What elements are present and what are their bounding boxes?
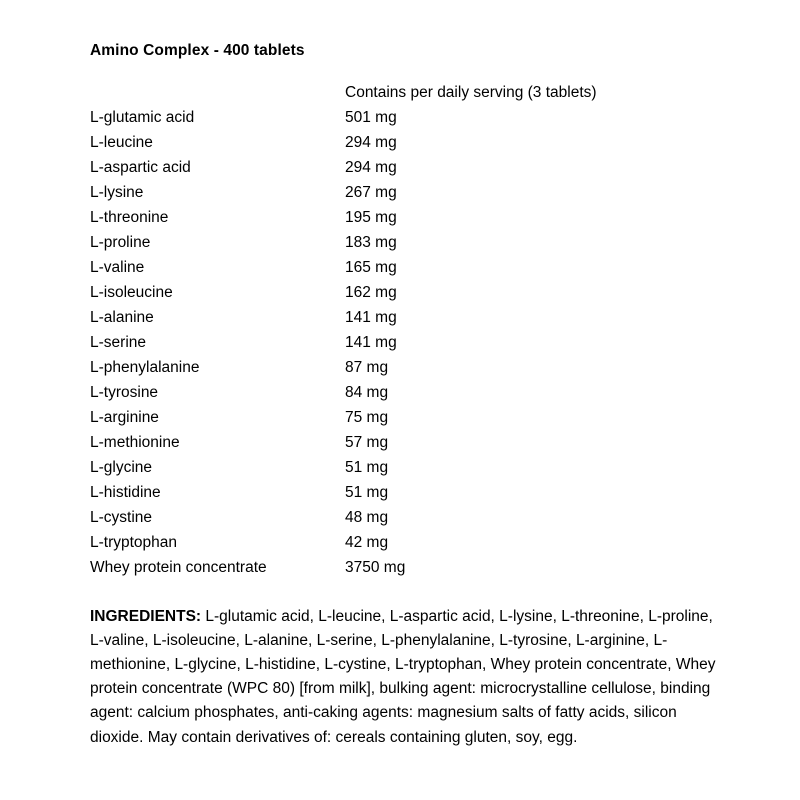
table-body	[90, 105, 710, 580]
nutrient-amount: 75 mg	[345, 409, 389, 426]
table-row	[90, 355, 710, 380]
table-row	[90, 230, 710, 255]
nutrient-amount: 3750 mg	[345, 559, 406, 576]
table-header	[90, 80, 710, 105]
table-row	[90, 380, 710, 405]
table-row	[90, 105, 710, 130]
table-row	[90, 405, 710, 430]
column-header-serving: Contains per daily serving (3 tablets)	[345, 84, 597, 101]
nutrient-name: L-leucine	[90, 134, 153, 151]
table-row	[90, 330, 710, 355]
nutrient-name: L-proline	[90, 234, 151, 251]
nutrient-name: L-histidine	[90, 484, 161, 501]
table-row	[90, 305, 710, 330]
nutrient-amount: 51 mg	[345, 459, 389, 476]
nutrient-name: L-glutamic acid	[90, 109, 195, 126]
table-row	[90, 530, 710, 555]
nutrient-name: L-arginine	[90, 409, 159, 426]
nutrient-amount: 51 mg	[345, 484, 389, 501]
table-row	[90, 505, 710, 530]
nutrient-amount: 141 mg	[345, 309, 397, 326]
nutrient-name: L-serine	[90, 334, 146, 351]
page-title: Amino Complex - 400 tablets	[90, 42, 305, 59]
nutrient-amount: 87 mg	[345, 359, 389, 376]
nutrient-amount: 84 mg	[345, 384, 389, 401]
table-row	[90, 430, 710, 455]
table-row	[90, 280, 710, 305]
nutrient-amount: 267 mg	[345, 184, 397, 201]
table-header-row	[90, 80, 710, 105]
nutrition-facts-table	[90, 80, 710, 580]
nutrient-name: Whey protein concentrate	[90, 559, 267, 576]
nutrient-amount: 42 mg	[345, 534, 389, 551]
nutrient-name: L-methionine	[90, 434, 180, 451]
table-row	[90, 130, 710, 155]
nutrient-name: L-valine	[90, 259, 145, 276]
nutrient-name: L-aspartic acid	[90, 159, 191, 176]
nutrient-name: L-tryptophan	[90, 534, 178, 551]
nutrient-amount: 57 mg	[345, 434, 389, 451]
nutrient-name: L-threonine	[90, 209, 169, 226]
table-row	[90, 255, 710, 280]
table-row	[90, 155, 710, 180]
nutrient-amount: 294 mg	[345, 159, 397, 176]
nutrient-amount: 294 mg	[345, 134, 397, 151]
nutrient-name: L-isoleucine	[90, 284, 173, 301]
column-header-nutrient	[90, 80, 345, 105]
ingredients-paragraph	[90, 605, 724, 750]
table-row	[90, 180, 710, 205]
nutrient-amount: 48 mg	[345, 509, 389, 526]
nutrient-amount: 141 mg	[345, 334, 397, 351]
nutrient-name: L-alanine	[90, 309, 154, 326]
nutrient-amount: 501 mg	[345, 109, 397, 126]
nutrient-amount: 165 mg	[345, 259, 397, 276]
table-row	[90, 205, 710, 230]
table-row	[90, 455, 710, 480]
nutrient-name: L-tyrosine	[90, 384, 159, 401]
nutrient-amount: 195 mg	[345, 209, 397, 226]
ingredients-label: INGREDIENTS:	[90, 607, 202, 625]
nutrient-name: L-cystine	[90, 509, 153, 526]
ingredients-text: L-glutamic acid, L-leucine, L-aspartic acid, L-lysine, L-threonine, L-proline, L-valine, L-isoleucine, L-alanine, L-serine, L-phenylalanine, L-tyrosine, L-arginine, L-methionine, L-glycine, L-histidine, L-cystine, L-tryptophan, Whey protein concentrate, Whey protein concentrate (WPC 80) [from milk], bulking agent: microcrystalline cellulose, binding agent: calcium phosphates, anti-caking agents: magnesium salts of fatty acids, silicon dioxide. May contain derivatives of: cereals containing gluten, soy, egg.	[90, 607, 716, 746]
nutrient-name: L-lysine	[90, 184, 144, 201]
nutrient-name: L-phenylalanine	[90, 359, 200, 376]
nutrient-name: L-glycine	[90, 459, 153, 476]
table-row	[90, 555, 710, 580]
nutrient-amount: 183 mg	[345, 234, 397, 251]
table-row	[90, 480, 710, 505]
nutrient-amount: 162 mg	[345, 284, 397, 301]
